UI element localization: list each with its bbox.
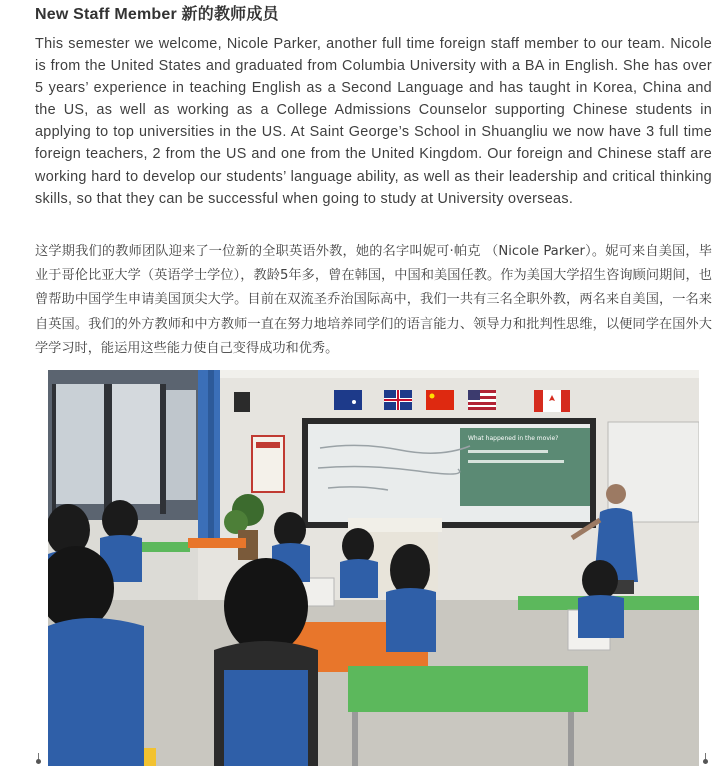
article-heading: New Staff Member 新的教师成员 (35, 6, 279, 23)
screen-text: What happened in the movie? (468, 435, 559, 442)
classroom-photo (48, 370, 699, 766)
image-corner-mark-right (703, 759, 708, 764)
paragraph-chinese: 这学期我们的教师团队迎来了一位新的全职英语外教，她的名字叫妮可·帕克 （Nicole Parker）。妮可来自美国，毕业于哥伦比亚大学（英语学士学位），教龄5年多，曾在韩国，中国和美国任教。作为美国大学招生咨询顾问期间，也曾帮助中国学生申请美国顶尖大学。目前在双流圣乔治国际高中，我们一共有三名全职外教，两名来自美国，一名来自英国。我们的外方教师和中方教师一直在努力地培养同学们的语言能力、领导力和批判性思维，以便同学在国外大学学习时，能运用这些能力使自己变得成功和优秀。 (35, 244, 712, 356)
image-corner-mark-left (36, 759, 41, 764)
paragraph-english: This semester we welcome, Nicole Parker, another full time foreign staff member to our team. Nicole is from the United States and graduated from Columbia University with a BA in English. She has over 5 years’ experience in teaching English as a Second Language and has taught in Korea, China and the US, as well as working as a College Admissions Counselor supporting Chinese students in applying to top universities in the US. At Saint George’s School in Shuangliu we now have 3 full time foreign teachers, 2 from the US and one from the United Kingdom. Our foreign and Chinese staff are working hard to develop our students’ language ability, as well as their leadership and critical thinking skills, so that they can be successful when going to study at University overseas. (35, 36, 712, 207)
classroom-illustration (48, 370, 699, 766)
